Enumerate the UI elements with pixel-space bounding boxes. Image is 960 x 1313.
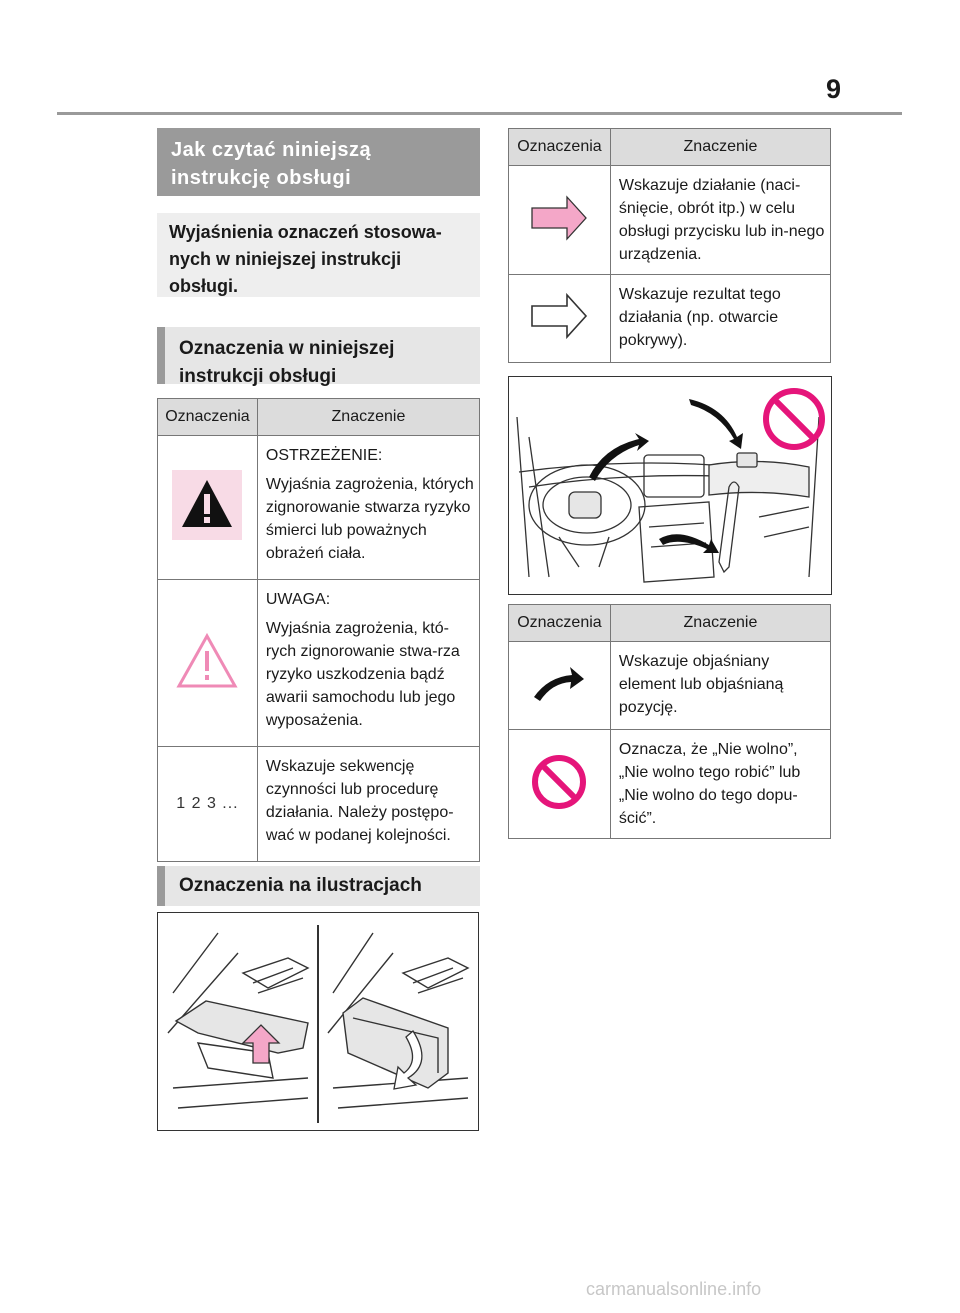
prohibition-icon [529, 752, 589, 812]
footer-watermark: carmanualsonline.info [586, 1279, 762, 1299]
page-number: 9 [826, 74, 842, 104]
symbol-cell [158, 580, 258, 747]
symbol-cell [158, 747, 258, 862]
illustrations-subsection-title: Oznaczenia na ilustracjach [157, 866, 480, 906]
symbol-cell [509, 642, 611, 730]
top-rule [57, 112, 902, 115]
caution-triangle-outline-icon [174, 631, 240, 691]
dashboard-illustration [508, 376, 832, 595]
meaning-cell: Wskazuje rezultat tego działania (np. otwarcie pokrywy). [610, 275, 830, 363]
symbol-cell [509, 275, 611, 363]
meaning-cell [257, 747, 479, 862]
meaning-cell: Wskazuje objaśniany element lub objaśnianą pozycję. [610, 642, 830, 730]
prohibition-sign [766, 391, 822, 447]
symbol-cell [509, 166, 611, 275]
caution-label: UWAGA: [265, 591, 331, 608]
symbol-cell [158, 436, 258, 580]
warning-description: Wyjaśnia zagrożenia, których zignorowanie stwarza ryzyko śmierci lub poważnych obrażeń ciała. [265, 476, 474, 562]
meaning-cell [257, 580, 479, 747]
warning-triangle-filled-icon [172, 470, 242, 540]
filled-arrow-icon [529, 193, 589, 243]
sequence-description: Wskazuje sekwencję czynności lub procedurę działania. Należy postępo-wać w podanej kolejności. [265, 758, 454, 844]
pointers-table [508, 604, 831, 839]
meaning-cell [257, 436, 479, 580]
symbols-subsection-title: Oznaczenia w niniejszej instrukcji obsługi [157, 327, 480, 384]
symbol-cell [509, 730, 611, 839]
meaning-cell: Wskazuje działanie (naci-śnięcie, obrót itp.) w celu obsługi przycisku lub in-nego urządzenia. [610, 166, 830, 275]
outline-arrow-icon [529, 291, 589, 341]
dashboard-drawing [509, 377, 831, 594]
arrows-table [508, 128, 831, 363]
column-header-symbols: Oznaczenia [509, 129, 611, 166]
mirror-drawing [158, 913, 478, 1130]
section-title: Jak czytać niniejszą instrukcję obsługi [157, 128, 480, 196]
column-header-symbols: Oznaczenia [509, 605, 611, 642]
column-header-meaning: Znaczenie [610, 129, 830, 166]
warning-label: OSTRZEŻENIE: [265, 447, 383, 464]
mirror-illustration [157, 912, 479, 1131]
intro-text: Wyjaśnienia oznaczeń stosowa-nych w niniejszej instrukcji obsługi. [157, 213, 480, 297]
symbols-table [157, 398, 480, 862]
column-header-symbols: Oznaczenia [158, 399, 258, 436]
sequence-numbers-icon: 1 2 3 ... [176, 795, 239, 812]
column-header-meaning: Znaczenie [610, 605, 830, 642]
meaning-cell: Oznacza, że „Nie wolno”, „Nie wolno tego robić” lub „Nie wolno do tego dopu-ścić”. [610, 730, 830, 839]
caution-description: Wyjaśnia zagrożenia, któ-rych zignorowanie stwa-rza ryzyko uszkodzenia bądź awarii samochodu lub jego wyposażenia. [265, 620, 460, 729]
pointer-arrow-icon [532, 663, 586, 703]
column-header-meaning: Znaczenie [257, 399, 479, 436]
